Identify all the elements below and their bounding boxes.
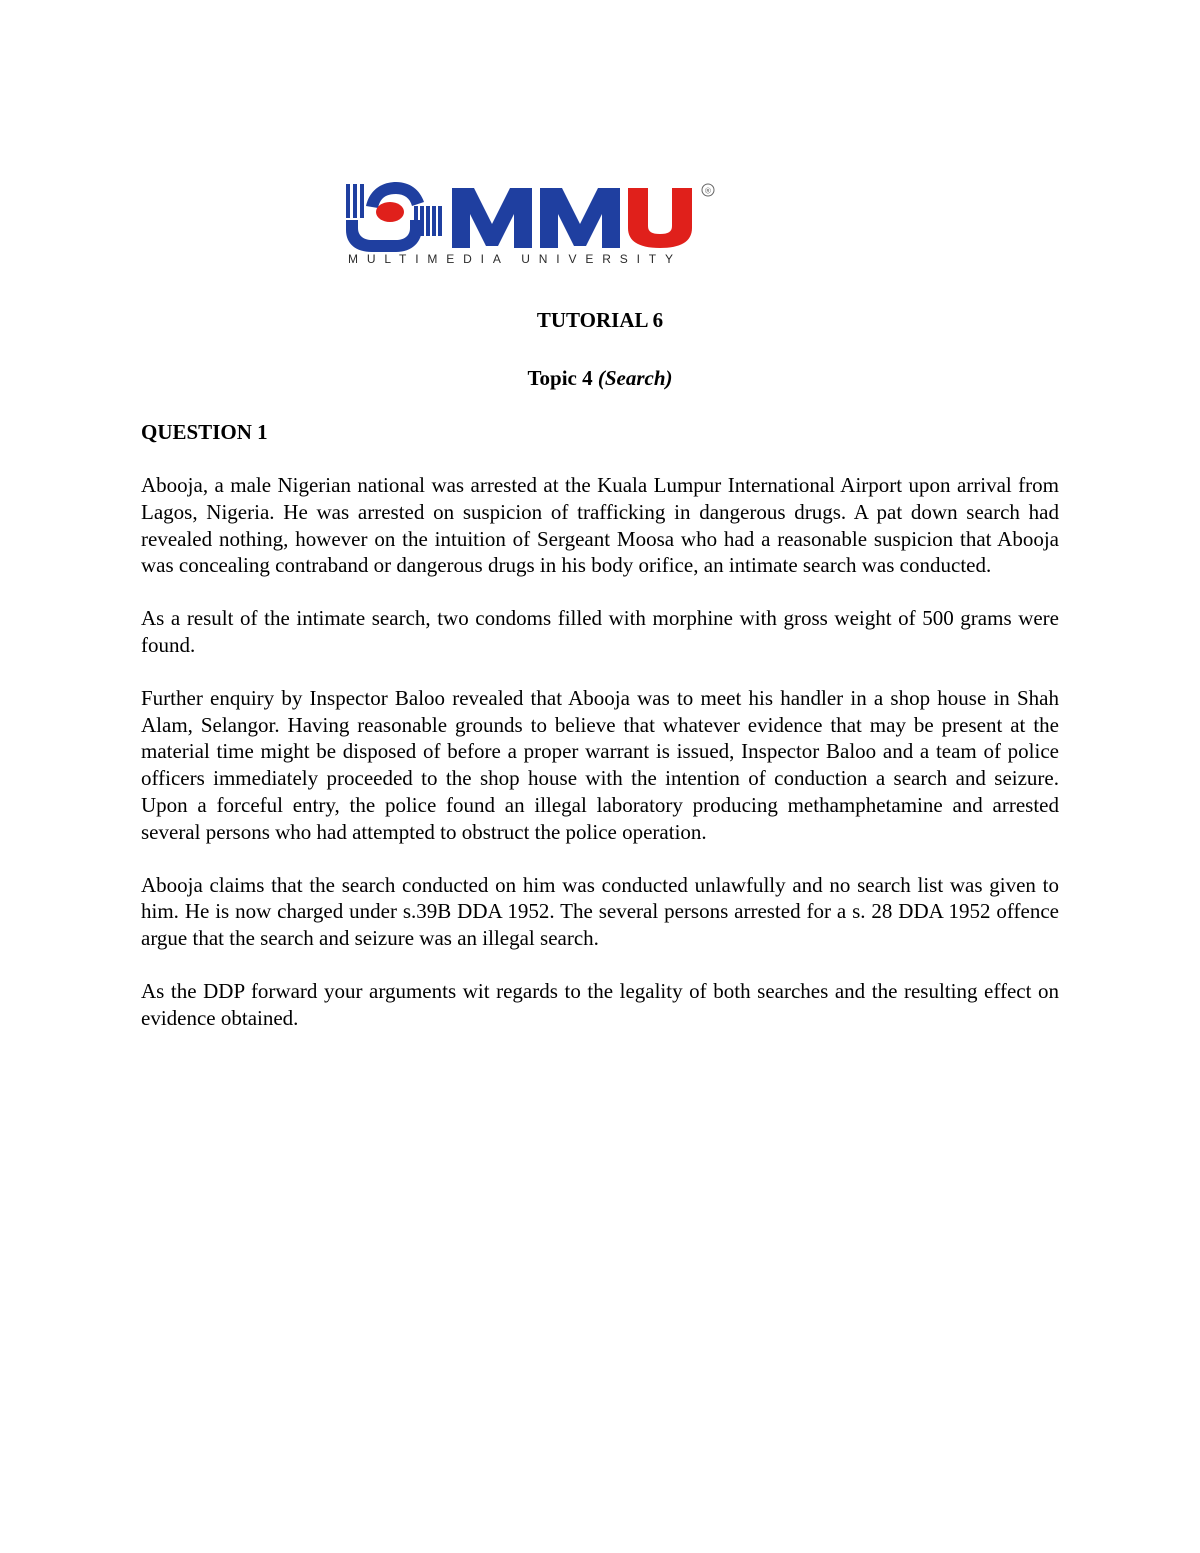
document-title: TUTORIAL 6	[536, 308, 664, 332]
logo-tagline: MULTIMEDIA UNIVERSITY	[348, 252, 688, 266]
paragraph: As the DDP forward your arguments wit regards to the legality of both searches and the resulting effect on evidence obtained.	[141, 978, 1059, 1030]
mmu-logo-graphic	[340, 176, 870, 266]
paragraph: As a result of the intimate search, two condoms filled with morphine with gross weight of 500 grams were found.	[141, 606, 1059, 657]
subtitle-prefix: Topic 4	[527, 366, 598, 390]
question-body	[141, 472, 1059, 1058]
subtitle-topic: (Search)	[597, 366, 673, 390]
document-subtitle	[0, 366, 1200, 391]
mmu-logo	[340, 176, 870, 266]
paragraph: Abooja, a male Nigerian national was arrested at the Kuala Lumpur International Airport upon arrival from Lagos, Nigeria. He was arrested on suspicion of trafficking in dangerous drugs. A pat down search had revealed nothing, however on the intuition of Sergeant Moosa who had a reasonable suspicion that Abooja was concealing contraband or dangerous drugs in his body orifice, an intimate search was conducted.	[141, 473, 1059, 578]
registered-mark: ®	[705, 186, 711, 196]
paragraph: Abooja claims that the search conducted on him was conducted unlawfully and no search list was given to him. He is now charged under s.39B DDA 1952. The several persons arrested for a s. 28 DDA 1952 offence argue that the search and seizure was an illegal search.	[141, 872, 1059, 951]
question-heading: QUESTION 1	[141, 420, 268, 444]
paragraph: Further enquiry by Inspector Baloo revealed that Abooja was to meet his handler in a shop house in Shah Alam, Selangor. Having reasonable grounds to believe that whatever evidence that may be present at the material time might be disposed of before a proper warrant is issued, Inspector Baloo and a team of police officers immediately proceeded to the shop house with the intention of conduction a search and seizure. Upon a forceful entry, the police found an illegal laboratory producing methamphetamine and arrested several persons who had attempted to obstruct the police operation.	[141, 685, 1059, 844]
